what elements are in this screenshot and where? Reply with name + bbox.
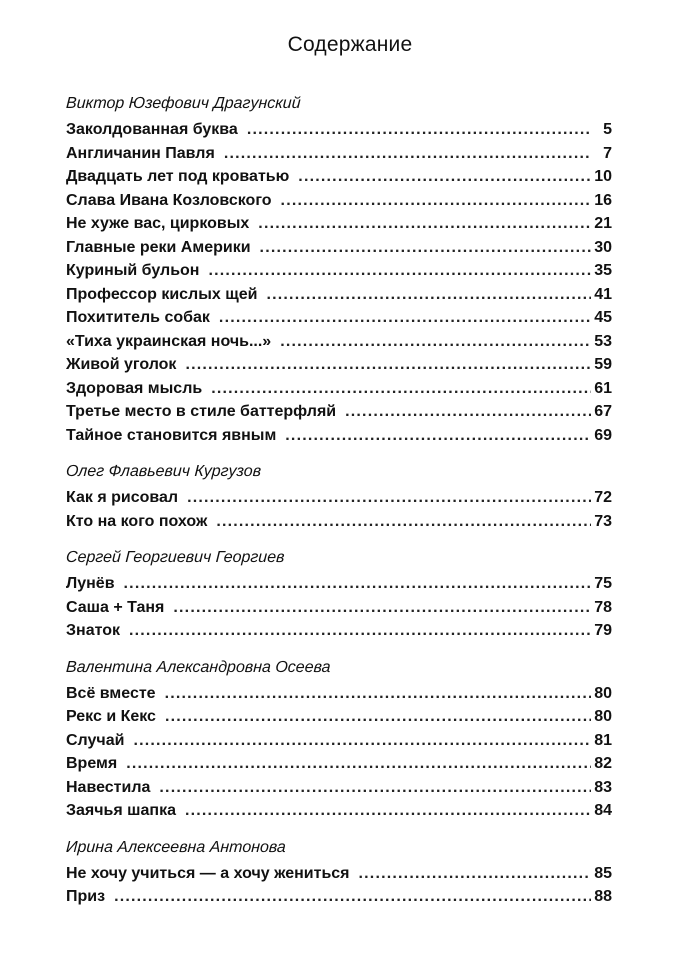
entry-title: Как я рисовал	[66, 489, 179, 506]
page-number: 10	[594, 168, 612, 185]
author-name: Валентина Александровна Осеева	[65, 658, 331, 676]
toc-entry	[66, 306, 612, 330]
entry-title: Слава Ивана Козловского	[66, 191, 272, 209]
dot-leader	[211, 377, 591, 401]
dot-leader	[185, 353, 591, 377]
page-number: 21	[594, 215, 612, 232]
dot-leader	[114, 885, 591, 909]
dot-leader	[187, 486, 591, 510]
dot-leader	[260, 236, 591, 260]
entry-title: Похититель собак	[66, 309, 210, 326]
page-number: 83	[594, 778, 612, 796]
toc-section	[66, 92, 612, 447]
page-number: 72	[594, 489, 612, 506]
page-number: 81	[594, 731, 612, 749]
dot-leader	[124, 572, 591, 596]
toc-entry	[66, 259, 612, 283]
toc-entry	[66, 353, 612, 377]
author-name: Сергей Георгиевич Георгиев	[65, 549, 285, 566]
dot-leader	[165, 705, 591, 729]
dot-leader	[126, 752, 591, 776]
entry-title: Англичанин Павля	[66, 144, 215, 162]
entry-title: Кто на кого похож	[66, 512, 208, 530]
toc-entry	[66, 596, 612, 620]
toc-section	[66, 460, 612, 533]
entry-title: Не хочу учиться — а хочу жениться	[66, 864, 350, 882]
toc-entry	[66, 619, 612, 643]
entry-title: Знаток	[66, 622, 120, 639]
entry-title: Всё вместе	[66, 684, 156, 702]
entry-title: Саша + Таня	[66, 598, 165, 616]
page-number: 16	[594, 191, 612, 209]
toc-section	[66, 836, 612, 909]
entry-title: Навестила	[66, 778, 151, 796]
entry-title: Заячья шапка	[66, 802, 176, 819]
page-number: 73	[594, 512, 612, 530]
toc-entry	[66, 377, 612, 401]
entry-title: Здоровая мысль	[66, 379, 203, 397]
dot-leader	[173, 596, 591, 620]
dot-leader	[280, 330, 591, 354]
table-of-contents	[66, 92, 612, 922]
page-number: 45	[594, 309, 612, 326]
page-number: 79	[594, 622, 612, 639]
page-number: 5	[603, 121, 612, 138]
entry-title: Приз	[66, 888, 106, 905]
toc-entry	[66, 118, 612, 142]
dot-leader	[285, 424, 591, 448]
author-name: Виктор Юзефович Драгунский	[65, 95, 302, 112]
toc-entry	[66, 212, 612, 236]
dot-leader	[165, 682, 591, 706]
dot-leader	[129, 619, 591, 643]
page-number: 78	[594, 598, 612, 616]
dot-leader	[258, 212, 591, 236]
toc-entry	[66, 510, 612, 534]
page-number: 41	[594, 285, 612, 303]
toc-section	[66, 656, 612, 823]
dot-leader	[185, 799, 591, 823]
dot-leader	[224, 142, 591, 166]
entry-title: Не хуже вас, цирковых	[66, 215, 250, 232]
dot-leader	[247, 118, 591, 142]
page-number: 80	[594, 684, 612, 702]
page-number: 59	[594, 356, 612, 373]
entry-title: Третье место в стиле баттерфляй	[66, 403, 337, 420]
page-number: 85	[594, 864, 612, 882]
entry-title: Двадцать лет под кроватью	[66, 168, 290, 185]
toc-entry	[66, 682, 612, 706]
toc-entry	[66, 330, 612, 354]
toc-entry	[66, 862, 612, 886]
toc-entry	[66, 189, 612, 213]
toc-entry	[66, 142, 612, 166]
entry-title: Профессор кислых щей	[66, 285, 258, 303]
page-number: 75	[594, 575, 612, 592]
entry-title: Время	[66, 755, 118, 772]
toc-entry	[66, 424, 612, 448]
page-number: 7	[603, 144, 612, 162]
entry-title: Тайное становится явным	[66, 426, 277, 444]
page-number: 84	[594, 802, 612, 819]
dot-leader	[298, 165, 591, 189]
dot-leader	[159, 776, 591, 800]
toc-section	[66, 546, 612, 643]
toc-entry	[66, 165, 612, 189]
page-number: 88	[594, 888, 612, 905]
toc-entry	[66, 400, 612, 424]
page-number: 69	[594, 426, 612, 444]
dot-leader	[219, 306, 591, 330]
entry-title: Живой уголок	[66, 356, 177, 373]
dot-leader	[281, 189, 591, 213]
dot-leader	[266, 283, 591, 307]
toc-entry	[66, 236, 612, 260]
toc-entry	[66, 752, 612, 776]
dot-leader	[216, 510, 591, 534]
toc-entry	[66, 705, 612, 729]
dot-leader	[208, 259, 591, 283]
dot-leader	[345, 400, 591, 424]
page-number: 30	[594, 238, 612, 256]
entry-title: Случай	[66, 731, 125, 749]
entry-title: «Тиха украинская ночь...»	[66, 332, 272, 350]
entry-title: Куриный бульон	[66, 262, 200, 279]
author-name: Олег Флавьевич Кургузов	[65, 463, 262, 480]
toc-entry	[66, 799, 612, 823]
entry-title: Главные реки Америки	[66, 238, 251, 256]
toc-entry	[66, 776, 612, 800]
toc-entry	[66, 729, 612, 753]
entry-title: Заколдованная буква	[66, 121, 238, 138]
page-number: 82	[594, 755, 612, 772]
author-name: Ирина Алексеевна Антонова	[65, 838, 287, 856]
page-number: 35	[594, 262, 612, 279]
dot-leader	[359, 862, 591, 886]
toc-entry	[66, 283, 612, 307]
page-number: 80	[594, 708, 612, 725]
entry-title: Рекс и Кекс	[66, 708, 156, 725]
toc-entry	[66, 572, 612, 596]
page-number: 61	[594, 379, 612, 397]
page-title: Содержание	[287, 33, 413, 56]
page-number: 53	[594, 332, 612, 350]
toc-entry	[66, 486, 612, 510]
dot-leader	[133, 729, 591, 753]
entry-title: Лунёв	[66, 575, 115, 592]
toc-entry	[66, 885, 612, 909]
page-number: 67	[594, 403, 612, 420]
